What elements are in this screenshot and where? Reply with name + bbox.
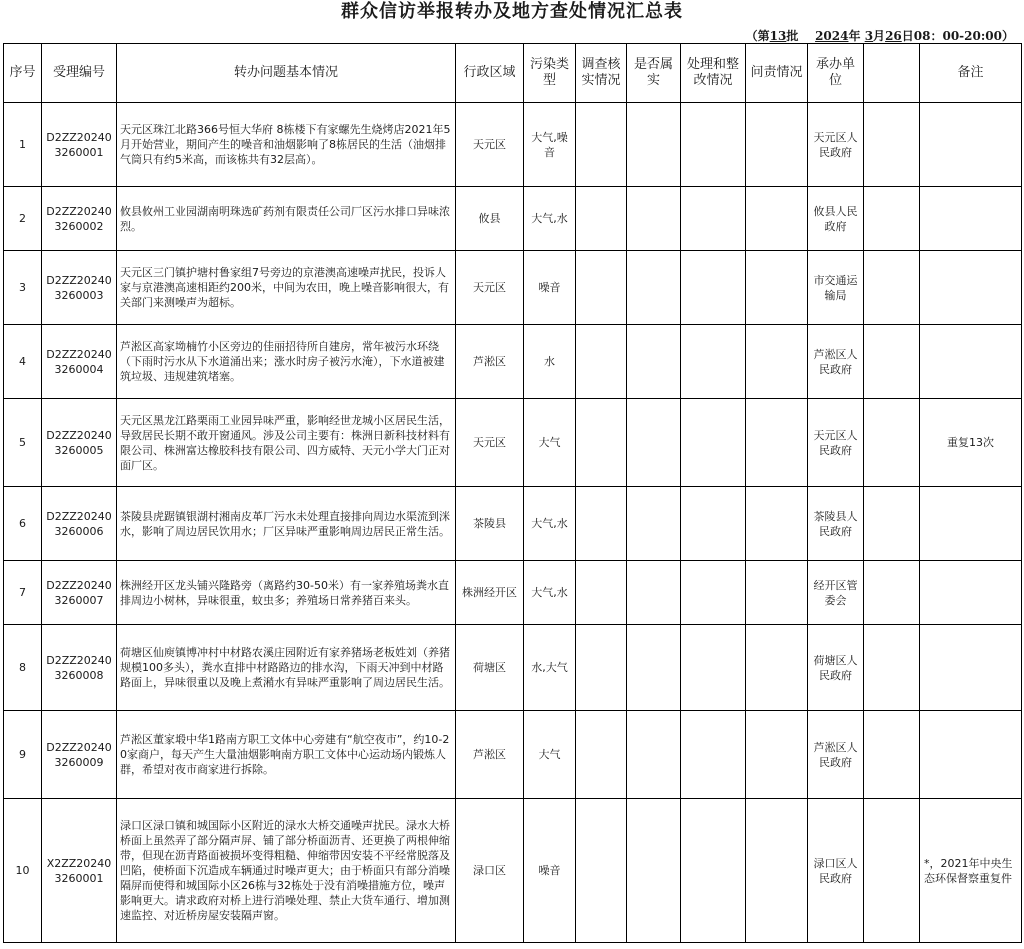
row-code: D2ZZ202403260003 xyxy=(42,251,117,325)
row-handling xyxy=(681,103,746,187)
row-note xyxy=(920,103,1022,187)
row-no: 4 xyxy=(4,325,42,399)
row-desc: 茶陵县虎踞镇银湖村湘南皮革厂污水未处理直接排向周边水渠流到洣水，影响了周边居民饮用水；厂区异味严重影响周边居民正常生活。 xyxy=(117,487,456,561)
table-row xyxy=(4,187,1022,251)
row-type: 大气 xyxy=(524,711,576,799)
header-investigation: 调查核实情况 xyxy=(576,44,627,103)
table-row xyxy=(4,711,1022,799)
row-handling xyxy=(681,399,746,487)
row-verified xyxy=(627,399,681,487)
row-verified xyxy=(627,251,681,325)
row-verified xyxy=(627,711,681,799)
row-accountability xyxy=(746,325,808,399)
table-row xyxy=(4,325,1022,399)
row-desc: 株洲经开区龙头铺兴隆路旁（离路约30-50米）有一家养殖场粪水直排周边小树林，异味很重，蚊虫多；养殖场日常养猪百来头。 xyxy=(117,561,456,625)
header-desc: 转办问题基本情况 xyxy=(117,44,456,103)
row-verified xyxy=(627,487,681,561)
row-note: 重复13次 xyxy=(920,399,1022,487)
row-type: 噪音 xyxy=(524,799,576,943)
row-unit: 荷塘区人民政府 xyxy=(808,625,864,711)
row-investigation xyxy=(576,325,627,399)
header-empty xyxy=(864,44,920,103)
batch-day: 26 xyxy=(885,29,902,43)
row-area: 茶陵县 xyxy=(456,487,524,561)
row-no: 10 xyxy=(4,799,42,943)
row-unit: 经开区管委会 xyxy=(808,561,864,625)
row-empty xyxy=(864,325,920,399)
row-code: D2ZZ202403260004 xyxy=(42,325,117,399)
row-area: 天元区 xyxy=(456,251,524,325)
summary-table xyxy=(3,43,1022,943)
row-accountability xyxy=(746,187,808,251)
row-code: D2ZZ202403260002 xyxy=(42,187,117,251)
row-empty xyxy=(864,187,920,251)
table-row xyxy=(4,399,1022,487)
row-no: 7 xyxy=(4,561,42,625)
row-handling xyxy=(681,561,746,625)
header-type: 污染类型 xyxy=(524,44,576,103)
row-verified xyxy=(627,103,681,187)
table-row xyxy=(4,103,1022,187)
row-accountability xyxy=(746,487,808,561)
header-handling: 处理和整改情况 xyxy=(681,44,746,103)
row-investigation xyxy=(576,103,627,187)
row-area: 攸县 xyxy=(456,187,524,251)
row-desc: 渌口区渌口镇和城国际小区附近的渌水大桥交通噪声扰民。渌水大桥桥面上虽然弄了部分隔声屏、铺了部分桥面沥青、还更换了两根伸缩带，但现在沥青路面被损坏变得粗糙、伸缩带因安装不平经常脱落及凹陷，使桥面下沉造成车辆通过时噪声更大；由于桥面只有部分消噪隔屏而使得和城国际小区26栋与32栋处于没有消噪措施方位，噪声影响更大。请求政府对桥上进行消噪处理、禁止大货车通行、增加测速监控、对近桥房屋安装隔声窗。 xyxy=(117,799,456,943)
row-code: D2ZZ202403260008 xyxy=(42,625,117,711)
row-accountability xyxy=(746,799,808,943)
row-empty xyxy=(864,561,920,625)
row-investigation xyxy=(576,625,627,711)
row-area: 株洲经开区 xyxy=(456,561,524,625)
row-unit: 天元区人民政府 xyxy=(808,103,864,187)
row-handling xyxy=(681,187,746,251)
row-handling xyxy=(681,799,746,943)
row-handling xyxy=(681,487,746,561)
header-note: 备注 xyxy=(920,44,1022,103)
row-type: 水,大气 xyxy=(524,625,576,711)
row-no: 2 xyxy=(4,187,42,251)
batch-open: （第 xyxy=(745,29,770,43)
row-investigation xyxy=(576,187,627,251)
row-no: 1 xyxy=(4,103,42,187)
header-accountability: 问责情况 xyxy=(746,44,808,103)
row-verified xyxy=(627,325,681,399)
row-verified xyxy=(627,561,681,625)
row-code: D2ZZ202403260009 xyxy=(42,711,117,799)
row-unit: 市交通运输局 xyxy=(808,251,864,325)
row-note xyxy=(920,711,1022,799)
row-desc: 攸县攸州工业园湖南明珠选矿药剂有限责任公司厂区污水排口异味浓烈。 xyxy=(117,187,456,251)
row-code: D2ZZ202403260007 xyxy=(42,561,117,625)
header-unit: 承办单位 xyxy=(808,44,864,103)
row-desc: 天元区黑龙江路栗雨工业园异味严重，影响经世龙城小区居民生活，导致居民长期不敢开窗通风。涉及公司主要有：株洲日新科技材料有限公司、株洲富达橡胶科技有限公司、四方威特、天元小学大门正对面厂区。 xyxy=(117,399,456,487)
row-type: 大气,水 xyxy=(524,561,576,625)
batch-month: 3 xyxy=(864,29,874,43)
row-empty xyxy=(864,799,920,943)
row-desc: 天元区三门镇护塘村鲁家组7号旁边的京港澳高速噪声扰民，投诉人家与京港澳高速相距约200米，中间为农田，晚上噪音影响很大，有关部门来测噪声为超标。 xyxy=(117,251,456,325)
row-accountability xyxy=(746,399,808,487)
row-area: 天元区 xyxy=(456,399,524,487)
row-investigation xyxy=(576,251,627,325)
row-verified xyxy=(627,799,681,943)
header-row xyxy=(4,44,1022,103)
row-unit: 渌口区人民政府 xyxy=(808,799,864,943)
batch-info xyxy=(746,27,1014,43)
row-type: 水 xyxy=(524,325,576,399)
batch-day-word: 日 xyxy=(901,29,914,43)
row-empty xyxy=(864,251,920,325)
row-type: 大气,噪音 xyxy=(524,103,576,187)
batch-year: 2024 xyxy=(815,29,849,43)
row-desc: 芦淞区高家坳楠竹小区旁边的佳丽招待所自建房，常年被污水环绕（下雨时污水从下水道涌出来；涨水时房子被污水淹），下水道被建筑垃圾、违规建筑堵塞。 xyxy=(117,325,456,399)
table-row xyxy=(4,799,1022,943)
row-code: D2ZZ202403260001 xyxy=(42,103,117,187)
row-accountability xyxy=(746,711,808,799)
row-area: 芦淞区 xyxy=(456,711,524,799)
row-handling xyxy=(681,711,746,799)
row-empty xyxy=(864,399,920,487)
row-note xyxy=(920,325,1022,399)
row-empty xyxy=(864,103,920,187)
batch-word: 批 xyxy=(786,29,799,43)
row-no: 5 xyxy=(4,399,42,487)
row-code: D2ZZ202403260005 xyxy=(42,399,117,487)
batch-number: 13 xyxy=(769,29,787,43)
row-unit: 天元区人民政府 xyxy=(808,399,864,487)
row-no: 9 xyxy=(4,711,42,799)
row-handling xyxy=(681,325,746,399)
row-area: 荷塘区 xyxy=(456,625,524,711)
row-type: 大气 xyxy=(524,399,576,487)
row-accountability xyxy=(746,561,808,625)
header-code: 受理编号 xyxy=(42,44,117,103)
row-investigation xyxy=(576,487,627,561)
row-note xyxy=(920,187,1022,251)
row-area: 天元区 xyxy=(456,103,524,187)
row-desc: 芦淞区董家塅中华1路南方职工文体中心旁建有“航空夜市”，约10-20家商户，每天产生大量油烟影响南方职工文体中心运动场内锻炼人群，希望对夜市商家进行拆除。 xyxy=(117,711,456,799)
row-accountability xyxy=(746,625,808,711)
table-row xyxy=(4,625,1022,711)
row-code: D2ZZ202403260006 xyxy=(42,487,117,561)
row-empty xyxy=(864,487,920,561)
table-row xyxy=(4,251,1022,325)
row-note xyxy=(920,487,1022,561)
row-verified xyxy=(627,625,681,711)
row-no: 3 xyxy=(4,251,42,325)
row-verified xyxy=(627,187,681,251)
row-code: X2ZZ202403260001 xyxy=(42,799,117,943)
row-type: 噪音 xyxy=(524,251,576,325)
row-desc: 天元区珠江北路366号恒大华府 8栋楼下有家螺先生烧烤店2021年5月开始营业，期间产生的噪音和油烟影响了8栋居民的生活（油烟排气筒只有约5米高，而该栋共有32层高）。 xyxy=(117,103,456,187)
row-investigation xyxy=(576,711,627,799)
row-note xyxy=(920,561,1022,625)
row-handling xyxy=(681,625,746,711)
row-empty xyxy=(864,625,920,711)
batch-time: 08：00-20:00） xyxy=(913,29,1014,43)
row-type: 大气,水 xyxy=(524,487,576,561)
row-unit: 芦淞区人民政府 xyxy=(808,711,864,799)
row-empty xyxy=(864,711,920,799)
row-area: 芦淞区 xyxy=(456,325,524,399)
header-no: 序号 xyxy=(4,44,42,103)
row-handling xyxy=(681,251,746,325)
row-note: *，2021年中央生态环保督察重复件 xyxy=(920,799,1022,943)
row-no: 6 xyxy=(4,487,42,561)
table-row xyxy=(4,561,1022,625)
row-accountability xyxy=(746,251,808,325)
row-note xyxy=(920,625,1022,711)
row-unit: 攸县人民政府 xyxy=(808,187,864,251)
row-area: 渌口区 xyxy=(456,799,524,943)
row-type: 大气,水 xyxy=(524,187,576,251)
table-row xyxy=(4,487,1022,561)
row-no: 8 xyxy=(4,625,42,711)
row-note xyxy=(920,251,1022,325)
row-unit: 茶陵县人民政府 xyxy=(808,487,864,561)
batch-year-word: 年 xyxy=(848,29,861,43)
row-investigation xyxy=(576,561,627,625)
page-title: 群众信访举报转办及地方查处情况汇总表 xyxy=(341,1,683,22)
row-investigation xyxy=(576,799,627,943)
row-accountability xyxy=(746,103,808,187)
header-verified: 是否属实 xyxy=(627,44,681,103)
row-desc: 荷塘区仙庾镇博冲村中材路农溪庄园附近有家养猪场老板姓刘（养猪规模100多头），粪水直排中材路路边的排水沟，下雨天冲到中材路路面上，异味很重以及晚上煮潲水有异味严重影响了周边居民生活。 xyxy=(117,625,456,711)
row-investigation xyxy=(576,399,627,487)
row-unit: 芦淞区人民政府 xyxy=(808,325,864,399)
batch-month-word: 月 xyxy=(873,29,886,43)
header-area: 行政区域 xyxy=(456,44,524,103)
